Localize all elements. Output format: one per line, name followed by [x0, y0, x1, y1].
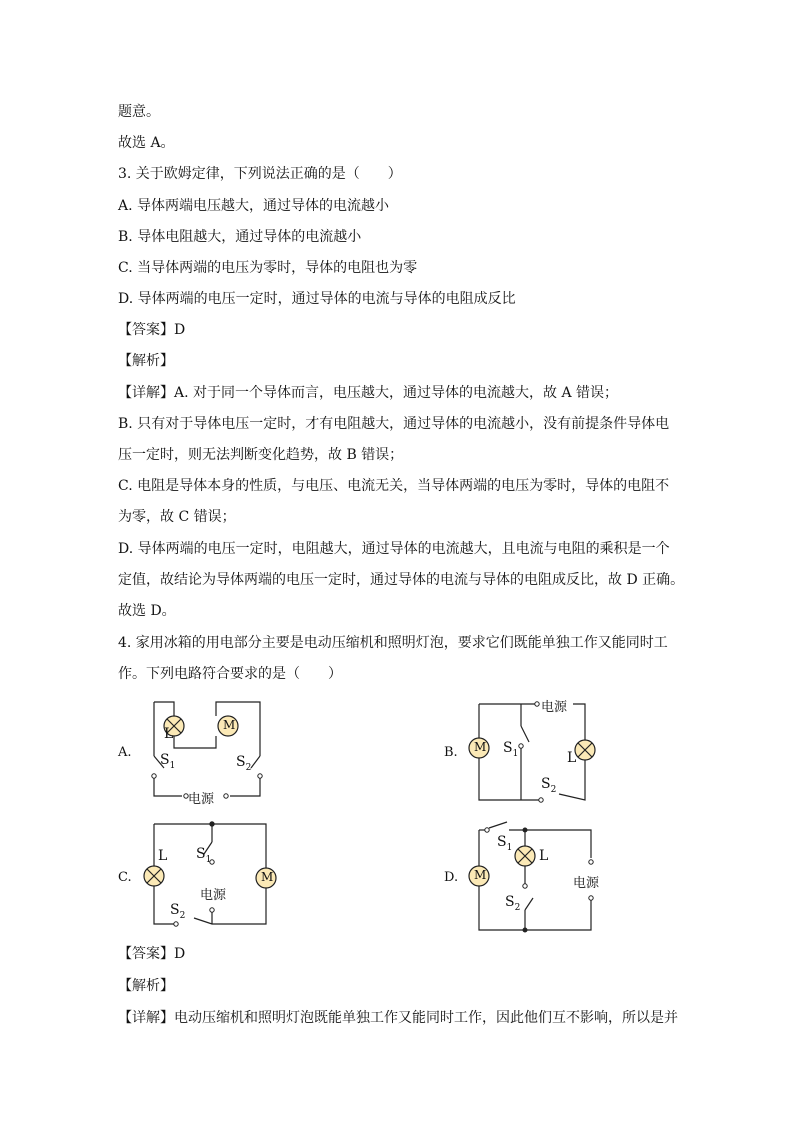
question-4: 作。下列电路符合要求的是（ ）	[118, 666, 342, 682]
analysis-3-line: 压一定时，则无法判断变化趋势，故 B 错误；	[118, 447, 404, 463]
lamp-label: L	[164, 726, 174, 742]
switch-s1-label: $S_1$	[196, 846, 212, 865]
analysis-3-line: 故选 D。	[118, 603, 176, 619]
switch-s1-label: $S_1$	[503, 740, 519, 759]
analysis-4-line: 【详解】电动压缩机和照明灯泡既能单独工作又能同时工作，因此他们互不影响，所以是并	[118, 1010, 678, 1026]
analysis-3-line: 【详解】A. 对于同一个导体而言，电压越大，通过导体的电流越大，故 A 错误；	[118, 385, 619, 401]
analysis-3-line: C. 电阻是导体本身的性质，与电压、电流无关，当导体两端的电压为零时，导体的电阻不	[118, 478, 670, 494]
text-line: 故选 A。	[118, 135, 175, 151]
circuit-a	[140, 696, 280, 806]
switch-s1-label: $S_1$	[497, 834, 513, 853]
switch-s2-label: $S_2$	[236, 754, 252, 773]
switch-s2-label: $S_2$	[505, 894, 521, 913]
circuit-d	[465, 818, 605, 934]
motor-label: M	[223, 718, 236, 732]
question-3-option-d: D. 导体两端的电压一定时，通过导体的电流与导体的电阻成反比	[118, 291, 516, 307]
switch-s1-label: $S_1$	[160, 752, 176, 771]
lamp-label: L	[158, 848, 168, 864]
circuit-c-diagram	[140, 818, 280, 930]
option-a-label: A.	[118, 745, 132, 760]
answer-3: 【答案】D	[118, 322, 186, 338]
analysis-3-heading: 【解析】	[118, 353, 174, 369]
lamp-label: L	[539, 848, 549, 864]
switch-s2-label: $S_2$	[170, 902, 186, 921]
analysis-3-line: 定值，故结论为导体两端的电压一定时，通过导体的电流与导体的电阻成反比，故 D 正确。	[118, 572, 685, 588]
analysis-3-line: B. 只有对于导体电压一定时，才有电阻越大，通过导体的电流越小，没有前提条件导体电	[118, 416, 670, 432]
option-b-label: B.	[444, 745, 458, 760]
circuit-c	[140, 818, 280, 930]
option-d-label: D.	[444, 870, 459, 885]
analysis-3-line: D. 导体两端的电压一定时，电阻越大，通过导体的电流越大，且电流与电阻的乘积是一个	[118, 541, 670, 557]
answer-4: 【答案】D	[118, 946, 186, 962]
circuit-b	[465, 696, 605, 806]
analysis-4-heading: 【解析】	[118, 978, 174, 994]
question-3-option-b: B. 导体电阻越大，通过导体的电流越小	[118, 229, 362, 245]
question-3-option-c: C. 当导体两端的电压为零时，导体的电阻也为零	[118, 260, 418, 276]
motor-label: M	[474, 868, 487, 882]
question-3-option-a: A. 导体两端电压越大，通过导体的电流越小	[118, 198, 390, 214]
analysis-3-line: 为零，故 C 错误；	[118, 509, 236, 525]
text-line: 题意。	[118, 104, 160, 120]
question-3: 3. 关于欧姆定律，下列说法正确的是（ ）	[118, 166, 402, 182]
lamp-label: L	[567, 750, 577, 766]
option-c-label: C.	[118, 870, 132, 885]
motor-label: M	[261, 870, 274, 884]
power-source-label: 电源	[188, 792, 215, 807]
power-source-label: 电源	[200, 888, 227, 903]
question-4: 4. 家用冰箱的用电部分主要是电动压缩机和照明灯泡，要求它们既能单独工作又能同时工	[118, 635, 668, 651]
switch-s2-label: $S_2$	[541, 776, 557, 795]
power-source-label: 电源	[541, 700, 568, 715]
power-source-label: 电源	[573, 876, 600, 891]
motor-label: M	[474, 740, 487, 754]
